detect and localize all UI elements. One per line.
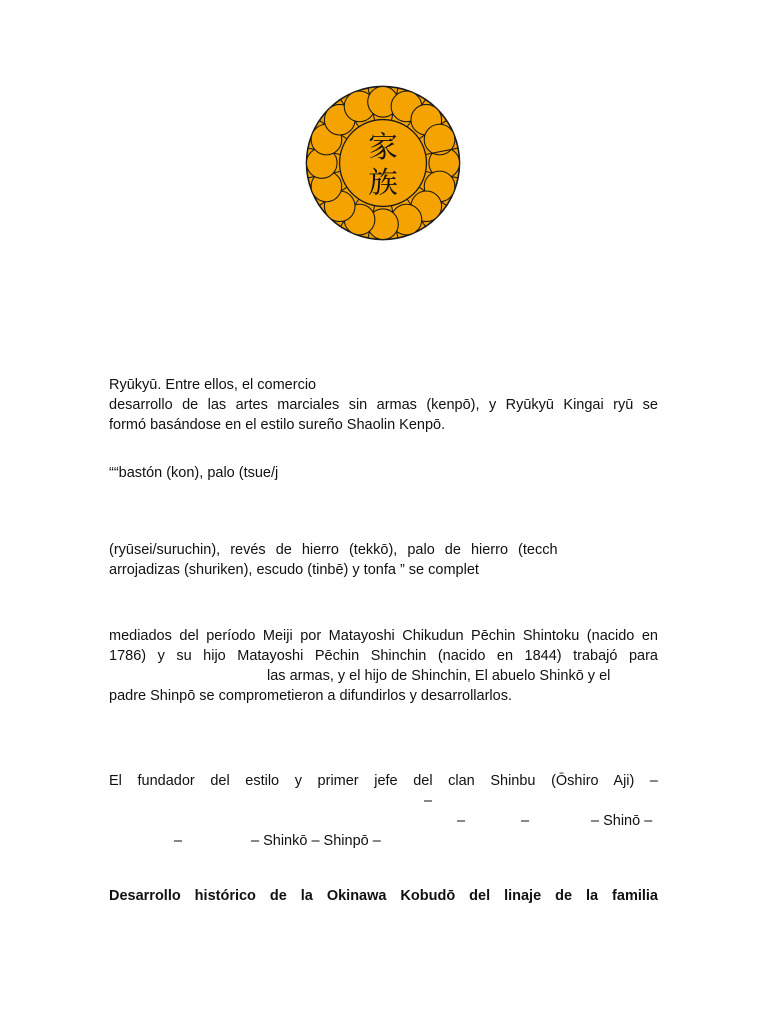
text-line-1: Ryūkyū. Entre ellos, el comercio	[109, 377, 317, 393]
text-line-8: 1786) y su hijo Matayoshi Pēchin Shinchin (nacido en 1844) trabajó para	[109, 648, 658, 664]
family-crest-logo	[304, 84, 462, 242]
text-line-6: arrojadizas (shuriken), escudo (tinbē) y tonfa ” se complet	[109, 562, 479, 578]
crest-glyph-top: 家	[368, 130, 398, 165]
text-line-2: desarrollo de las artes marciales sin armas (kenpō), y Ryūkyū Kingai ryū se	[109, 397, 658, 413]
text-line-3: formó basándose en el estilo sureño Shaolin Kenpō.	[109, 417, 446, 433]
text-line-14b: – Shinkō – Shinpō –	[251, 833, 381, 849]
text-line-7: mediados del período Meiji por Matayoshi Chikudun Pēchin Shintoku (nacido en	[109, 628, 658, 644]
dash-line-13a: –	[457, 813, 466, 829]
crest-glyph-bottom: 族	[368, 165, 398, 200]
section-heading: Desarrollo histórico de la Okinawa Kobudō del linaje de la familia	[109, 888, 658, 904]
text-line-11: El fundador del estilo y primer jefe del clan Shinbu (Ōshiro Aji) –	[109, 773, 658, 789]
text-line-4: ““bastón (kon), palo (tsue/j	[109, 465, 279, 481]
text-line-5: (ryūsei/suruchin), revés de hierro (tekkō), palo de hierro (tecch	[109, 542, 558, 558]
text-line-13c: – Shinō –	[591, 813, 653, 829]
text-line-10: padre Shinpō se comprometieron a difundirlos y desarrollarlos.	[109, 688, 512, 704]
crest-petal	[424, 124, 455, 155]
dash-line-12: –	[424, 793, 433, 809]
dash-line-14a: –	[174, 833, 183, 849]
dash-line-13b: –	[521, 813, 530, 829]
text-line-9: las armas, y el hijo de Shinchin, El abuelo Shinkō y el	[267, 668, 611, 684]
